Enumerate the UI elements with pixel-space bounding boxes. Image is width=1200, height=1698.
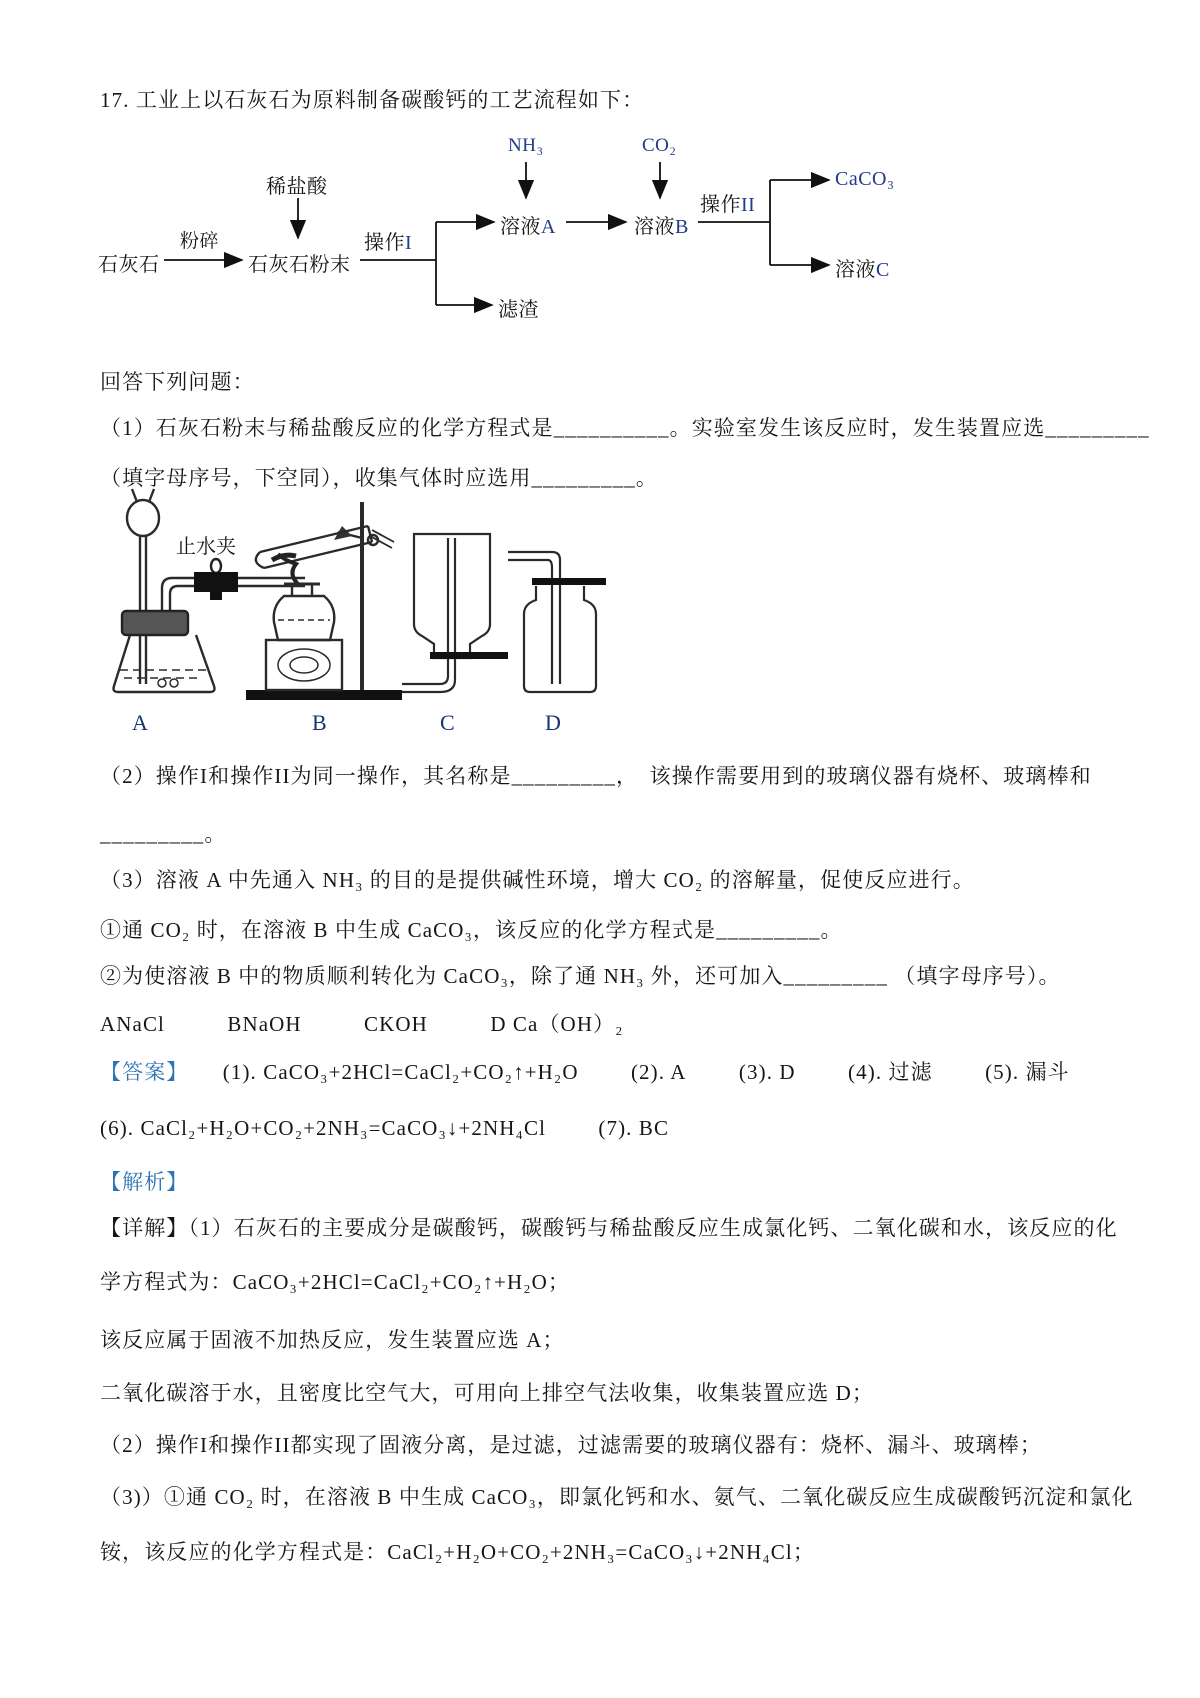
node-limestone-powder: 石灰石粉末 [248, 254, 351, 276]
question-1-line-2: （填字母序号，下空同），收集气体时应选用_________。 [100, 466, 658, 490]
answer-item-5: (5). 漏斗 [985, 1060, 1070, 1084]
answer-tag: 【答案】 [100, 1060, 189, 1084]
answer-item-3: (3). D [738, 1060, 796, 1084]
answer-item-7: (7). BC [598, 1116, 670, 1140]
pinch-clamp-label: 止水夹 [176, 536, 236, 558]
apparatus-d-drawing [506, 544, 606, 696]
solution-a-text: 溶液 [500, 216, 541, 238]
label-operation-2 [700, 188, 755, 217]
question-3-intro: （3）溶液 A 中先通入 NH₃ 的目的是提供碱性环境，增大 CO₂ 的溶解量，促使反应进行。 [100, 868, 975, 892]
operation-2-mark: II [741, 194, 756, 216]
apparatus-d-figure [506, 544, 606, 696]
answer-item-6: (6). CaCl₂+H₂O+CO₂+2NH₃=CaCO₃↓+2NH₄Cl [100, 1116, 547, 1140]
node-caco3: CaCO₃ [835, 168, 895, 190]
option-d: D Ca（OH）₂ [490, 1012, 624, 1036]
apparatus-b-figure [238, 488, 408, 703]
option-c: CKOH [364, 1012, 428, 1036]
node-limestone: 石灰石 [98, 254, 160, 276]
option-a: ANaCl [100, 1012, 165, 1036]
solution-a-mark: A [541, 216, 556, 238]
question-2-line-1: （2）操作I和操作II为同一操作，其名称是_________， 该操作需要用到的玻璃仪器有烧杯、玻璃棒和 [100, 764, 1092, 788]
label-crush: 粉碎 [180, 231, 220, 252]
question-2-line-2: _________。 [100, 822, 227, 846]
label-dilute-hcl: 稀盐酸 [266, 176, 328, 198]
apparatus-label-c: C [440, 710, 455, 735]
apparatus-c-drawing [398, 528, 510, 700]
answer-row-1 [100, 1056, 1116, 1086]
detail-line-5: （2）操作I和操作II都实现了固液分离，是过滤，过滤需要的玻璃仪器有：烧杯、漏斗、玻璃棒； [100, 1433, 1042, 1457]
apparatus-b-drawing [238, 488, 408, 703]
detail-line-1: 【详解】（1）石灰石的主要成分是碳酸钙，碳酸钙与稀盐酸反应生成氯化钙、二氧化碳和水，该反应的化 [100, 1216, 1118, 1240]
answer-row-2 [100, 1116, 715, 1141]
label-operation-1 [364, 226, 412, 255]
question-3-sub-2: ②为使溶液 B 中的物质顺利转化为 CaCO₃，除了通 NH₃ 外，还可加入_________ （填字母序号）。 [100, 964, 1061, 988]
answer-item-2: (2). A [630, 1060, 687, 1084]
options-row [100, 1008, 680, 1038]
detail-line-6: （3)）①通 CO₂ 时，在溶液 B 中生成 CaCO₃，即氯化钙和水、氨气、二氧化碳反应生成碳酸钙沉淀和氯化 [100, 1485, 1134, 1509]
detail-line-3: 该反应属于固液不加热反应，发生装置应选 A； [100, 1328, 565, 1352]
solution-b-mark: B [675, 216, 689, 238]
operation-2-text: 操作 [700, 194, 741, 216]
apparatus-label-a: A [132, 710, 148, 735]
node-solution-a [500, 210, 556, 239]
operation-1-mark: I [405, 232, 413, 254]
node-solution-b [634, 210, 689, 239]
detail-line-2: 学方程式为：CaCO₃+2HCl=CaCl₂+CO₂↑+H₂O； [100, 1270, 571, 1294]
option-b: BNaOH [227, 1012, 302, 1036]
answer-item-4: (4). 过滤 [848, 1060, 933, 1084]
answer-item-1: (1). CaCO₃+2HCl=CaCl₂+CO₂↑+H₂O [222, 1060, 579, 1084]
apparatus-c-figure [398, 528, 510, 700]
label-nh3: NH₃ [508, 135, 544, 156]
apparatus-label-d: D [545, 710, 561, 735]
question-title: 17. 工业上以石灰石为原料制备碳酸钙的工艺流程如下： [100, 88, 645, 112]
question-3-sub-1: ①通 CO₂ 时，在溶液 B 中生成 CaCO₃，该反应的化学方程式是_________。 [100, 918, 843, 942]
analysis-tag: 【解析】 [100, 1170, 189, 1194]
operation-1-text: 操作 [364, 232, 405, 254]
process-flowchart [98, 130, 928, 330]
label-co2: CO₂ [642, 135, 677, 156]
solution-b-text: 溶液 [634, 216, 675, 238]
question-1-line-1: （1）石灰石粉末与稀盐酸反应的化学方程式是__________。实验室发生该反应时，发生装置应选_________ [100, 416, 1150, 440]
node-residue: 滤渣 [498, 299, 539, 321]
node-solution-c [835, 253, 890, 282]
detail-line-4: 二氧化碳溶于水，且密度比空气大，可用向上排空气法收集，收集装置应选 D； [100, 1381, 875, 1405]
apparatus-label-b: B [312, 710, 327, 735]
detail-line-7: 铵，该反应的化学方程式是：CaCl₂+H₂O+CO₂+2NH₃=CaCO₃↓+2NH₄Cl； [100, 1540, 815, 1564]
questions-intro: 回答下列问题： [100, 370, 255, 394]
solution-c-mark: C [876, 259, 890, 281]
solution-c-text: 溶液 [835, 259, 876, 281]
